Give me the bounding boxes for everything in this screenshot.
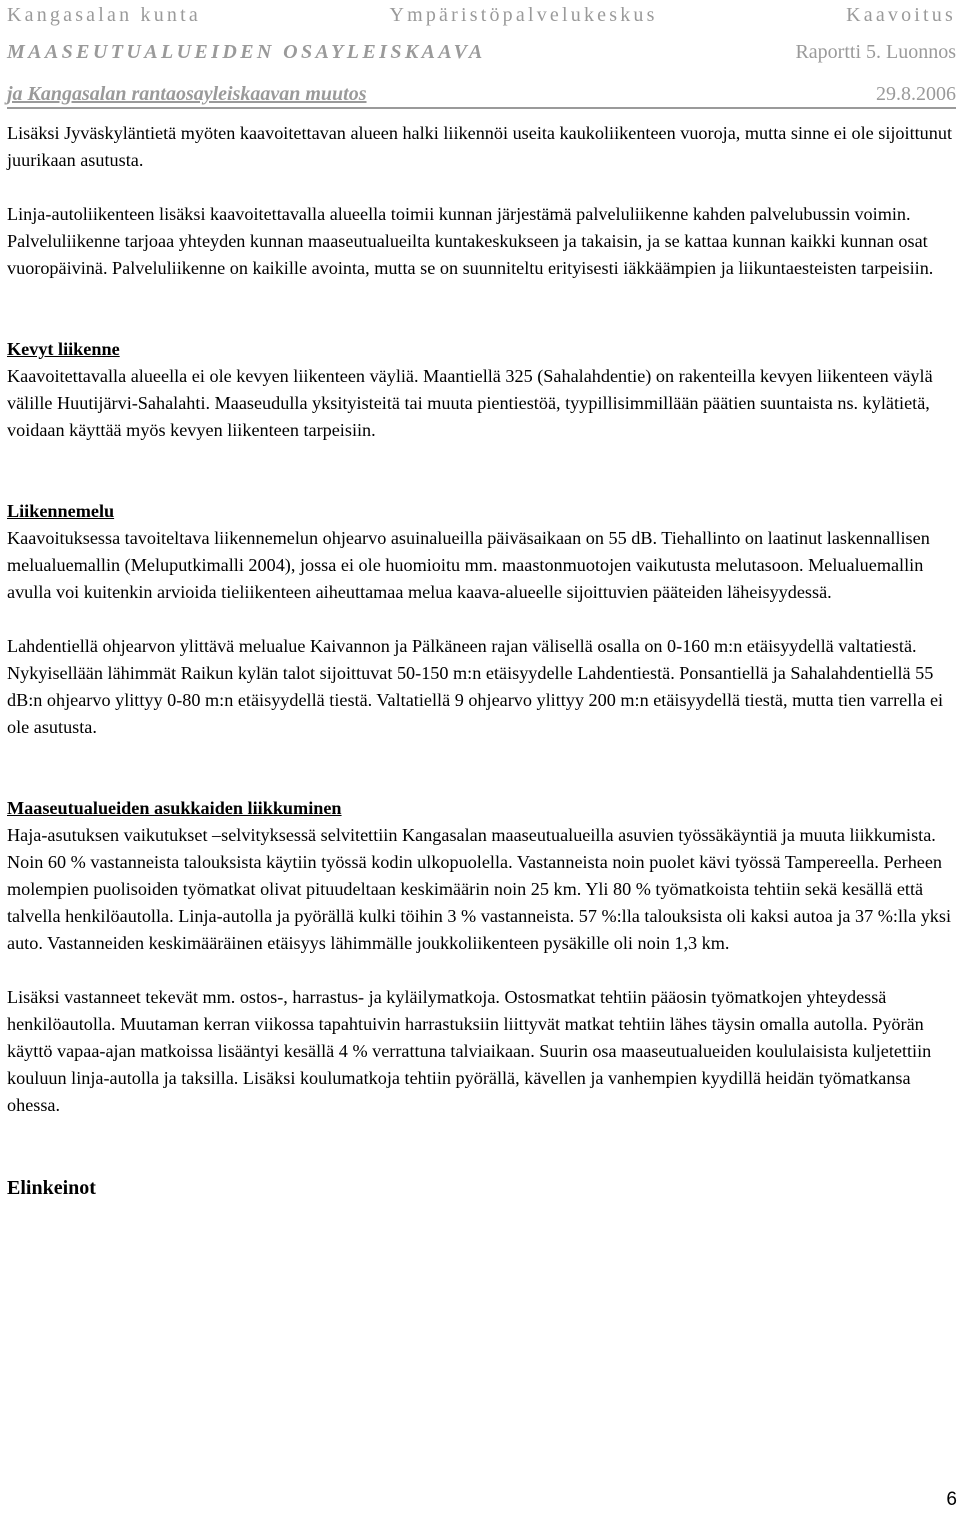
- header-unit: Ympäristöpalvelukeskus: [389, 4, 658, 26]
- paragraph: Lisäksi Jyväskyläntietä myöten kaavoitettavan alueen halki liikennöi useita kaukoliikenteen vuoroja, mutta sinne ei ole sijoittunut juurikaan asutusta.: [7, 123, 953, 170]
- section-heading-elinkeinot: Elinkeinot: [7, 1177, 96, 1199]
- paragraph: Haja-asutuksen vaikutukset –selvityksessä selvitettiin Kangasalan maaseutualueilla asuvien työssäkäyntiä ja muuta liikkumista. Noin 60 % vastanneista talouksista käytiin työssä kodin ulkopuolella. Vastanneista noin puolet kävi työssä Tampereella. Perheen molempien puolisoiden työmatkat olivat pituudeltaan keskimäärin noin 25 km. Yli 80 % työmatkoista tehtiin sekä kesällä että talvella henkilöautolla. Linja-autolla ja pyörällä kulki töihin 3 % vastanneista. 57 %:lla talouksista oli kaksi autoa ja 37 %:lla yksi auto. Vastanneiden keskimääräinen etäisyys lähimmälle joukkoliikenteen pysäkille oli noin 1,3 km.: [7, 825, 952, 953]
- section-heading-liikennemelu: Liikennemelu: [7, 501, 115, 521]
- header-dept: Kaavoitus: [846, 4, 956, 26]
- header-plan-title: MAASEUTUALUEIDEN OSAYLEISKAAVA: [7, 41, 486, 63]
- paragraph: Kaavoitettavalla alueella ei ole kevyen liikenteen väyliä. Maantiellä 325 (Sahalahdentie) on rakenteilla kevyen liikenteen väylä välille Huutijärvi-Sahalahti. Maaseudulla yksityisteitä tai muuta pientiestöä, tyypillisimmillään päätien suuntaista ns. kylätietä, voidaan käyttää myös kevyen liikenteen tarpeisiin.: [7, 366, 933, 440]
- section-heading-kevyt-liikenne: Kevyt liikenne: [7, 339, 120, 359]
- paragraph: Lahdentiellä ohjearvon ylittävä melualue Kaivannon ja Pälkäneen rajan välisellä osalla on 0-160 m:n etäisyydellä valtatiestä. Nykyisellään lähimmät Raikun kylän talot sijoittuvat 50-150 m:n etäisyydelle Lahdentiestä. Ponsantiellä ja Sahalahdentiellä 55 dB:n ohjearvo ylittyy 0-80 m:n etäisyydellä tiestä. Valtatiellä 9 ohjearvo ylittyy 200 m:n etäisyydellä tiestä, mutta tien varrella ei ole asutusta.: [7, 636, 944, 737]
- running-header-plan: [7, 40, 956, 64]
- header-date: 29.8.2006: [876, 83, 956, 105]
- paragraph: Linja-autoliikenteen lisäksi kaavoitettavalla alueella toimii kunnan järjestämä palveluliikenne kahden palvelubussin voimin. Palveluliikenne tarjoaa yhteyden kunnan maaseutualueilta kuntakeskukseen ja takaisin, ja se kattaa kunnan kaikki kunnan osat vuoropäivinä. Palveluliikenne on kaikille avointa, mutta se on suunniteltu erityisesti iäkkäämpien ja liikuntaesteisten tarpeisiin.: [7, 204, 934, 278]
- paragraph: Kaavoituksessa tavoiteltava liikennemelun ohjearvo asuinalueilla päiväsaikaan on 55 dB. Tiehallinto on laatinut laskennallisen melualuemallin (Meluputkimalli 2004), jossa ei ole huomioitu mm. maastonmuotojen vaikutusta melutasoon. Melualuemallin avulla voi kuitenkin arvioida tieliikenteen aiheuttamaa melua kaava-alueelle sijoittuvien pääteiden läheisyydessä.: [7, 528, 930, 602]
- document-body: [7, 120, 955, 1202]
- header-plan-subtitle: ja Kangasalan rantaosayleiskaavan muutos: [7, 83, 367, 105]
- running-header-top: [7, 3, 956, 27]
- section-heading-liikkuminen: Maaseutualueiden asukkaiden liikkuminen: [7, 798, 342, 818]
- header-org: Kangasalan kunta: [7, 4, 201, 26]
- page-number: 6: [946, 1489, 957, 1510]
- paragraph: Lisäksi vastanneet tekevät mm. ostos-, harrastus- ja kyläilymatkoja. Ostosmatkat tehtiin pääosin työmatkojen yhteydessä henkilöautolla. Muutaman kerran viikossa tapahtuivin harrastuksiin liittyvät matkat tehtiin lähes täysin omalla autolla. Pyörän käyttö vapaa-ajan matkoissa lisääntyi kesällä 4 % verrattuna talviaikaan. Suurin osa maaseutualueiden koululaisista kuljetettiin kouluun linja-autolla ja taksilla. Lisäksi koulumatkoja tehtiin pyörällä, kävellen ja vanhempien kyydillä heidän työmatkansa ohessa.: [7, 987, 932, 1115]
- running-header-sub: [7, 82, 956, 109]
- header-report: Raportti 5. Luonnos: [795, 41, 956, 63]
